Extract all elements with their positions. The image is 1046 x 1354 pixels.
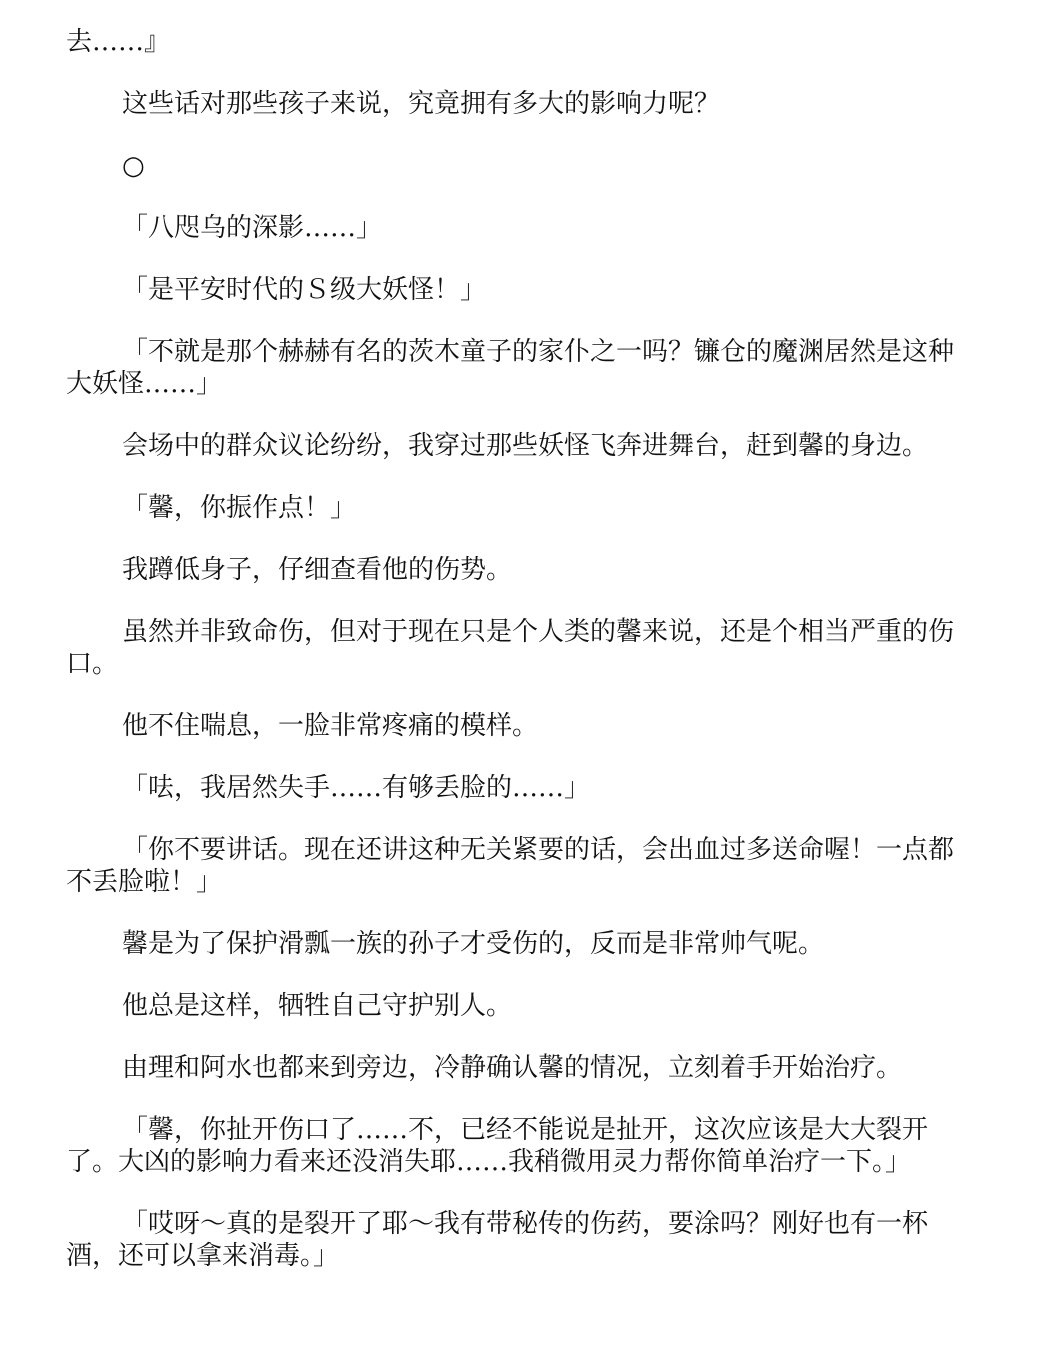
section-break-circle: ○ — [122, 151, 145, 181]
paragraph-narration-7: 由理和阿水也都来到旁边，冷静确认馨的情况，立刻着手开始治疗。 — [122, 1053, 903, 1083]
paragraph-dialogue-1: 「八咫乌的深影……」 — [122, 213, 383, 243]
paragraph-narration-1: 会场中的群众议论纷纷，我穿过那些妖怪飞奔进舞台，赶到馨的身边。 — [122, 431, 929, 461]
paragraph-narration-4: 他不住喘息，一脸非常疼痛的模样。 — [122, 711, 539, 741]
paragraph-dialogue-2: 「是平安时代的Ｓ级大妖怪！」 — [122, 275, 487, 305]
paragraph-narration-6: 他总是这样，牺牲自己守护别人。 — [122, 991, 513, 1021]
paragraph-narration-5: 馨是为了保护滑瓢一族的孙子才受伤的，反而是非常帅气呢。 — [122, 929, 825, 959]
paragraph-dialogue-4: 「馨，你振作点！」 — [122, 493, 357, 523]
paragraph-narration-3: 虽然并非致命伤，但对于现在只是个人类的馨来说，还是个相当严重的伤口。 — [66, 617, 955, 679]
paragraph-dialogue-3: 「不就是那个赫赫有名的茨木童子的家仆之一吗？镰仓的魔渊居然是这种大妖怪……」 — [66, 337, 955, 399]
paragraph-dialogue-5: 「呿，我居然失手……有够丢脸的……」 — [122, 773, 591, 803]
paragraph-dialogue-6: 「你不要讲话。现在还讲这种无关紧要的话，会出血过多送命喔！一点都不丢脸啦！」 — [66, 835, 955, 897]
paragraph-dialogue-8: 「哎呀～真的是裂开了耶～我有带秘传的伤药，要涂吗？刚好也有一杯酒，还可以拿来消毒。」 — [66, 1209, 929, 1271]
paragraph-2: 这些话对那些孩子来说，究竟拥有多大的影响力呢？ — [122, 89, 721, 119]
paragraph-1: 去……』 — [66, 27, 171, 57]
paragraph-dialogue-7: 「馨，你扯开伤口了……不，已经不能说是扯开，这次应该是大大裂开了。大凶的影响力看来还没消失耶……我稍微用灵力帮你简单治疗一下。」 — [66, 1115, 929, 1177]
document-page — [66, 26, 976, 1302]
paragraph-narration-2: 我蹲低身子，仔细查看他的伤势。 — [122, 555, 513, 585]
